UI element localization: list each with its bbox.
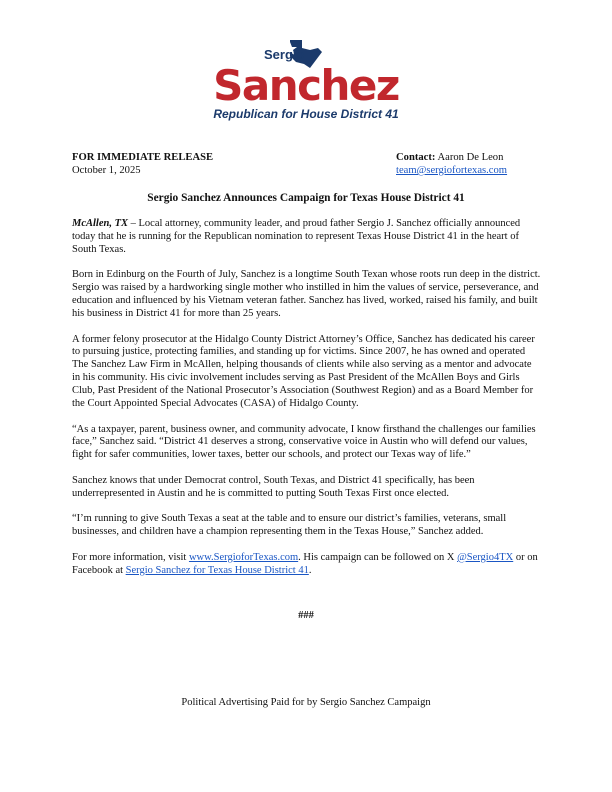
press-release-body [72,218,542,590]
paragraph-4: “As a taxpayer, parent, business owner, and community advocate, I know firsthand the challenges our families face,” Sanchez said. “District 41 deserves a strong, conservative voice in Austin who will defend our values, fight for safer communities, lower taxes, better our schools, and protect our Texas way of life.” [72,423,536,461]
dateline: McAllen, TX [72,218,129,229]
website-link[interactable]: www.SergioforTexas.com [188,551,299,563]
release-date: October 1, 2025 [72,165,141,176]
x-handle-link[interactable]: @Sergio4TX [457,551,514,563]
release-label: FOR IMMEDIATE RELEASE [72,152,214,163]
paragraph-7 [72,552,542,578]
logo-first-name: Sergio [264,47,305,62]
contact-email-link[interactable]: team@sergiofortexas.com [396,165,508,176]
logo-tagline: Republican for House District 41 [213,107,399,121]
paragraph-6: “I’m running to give South Texas a seat at the table and to ensure our district’s families, veterans, small businesses, and children have a champion representing them in the Texas House,” Sanchez added. [72,513,507,538]
release-info [72,151,213,177]
contact-label: Contact: [396,152,436,163]
contact-name: Aaron De Leon [437,152,504,163]
footer-disclaimer: Political Advertising Paid for by Sergio Sanchez Campaign [181,697,431,708]
contact-info [396,151,507,177]
paragraph-1-text: – Local attorney, community leader, and proud father Sergio J. Sanchez officially announced today that he is running for the Republican nomination to represent Texas House District 41 in the heart of South Texas. [72,218,521,255]
paragraph-5: Sanchez knows that under Democrat control, South Texas, and District 41 specifically, has been underrepresented in Austin and he is committed to putting South Texas First once elected. [72,474,475,499]
campaign-logo [206,34,406,126]
paragraph-1 [72,218,542,257]
paragraph-7-end: . [308,564,312,576]
paragraph-7-or: or on Facebook at [72,551,538,576]
paragraph-7-mid: . His campaign can be followed on X [298,551,458,563]
logo-last-name: Sanchez [213,61,399,110]
paragraph-2: Born in Edinburg on the Fourth of July, Sanchez is a longtime South Texan whose roots run deep in the district. Sergio was raised by a hardworking single mother who instilled in him the values of service, perseverance, and education and influenced by his Vietnam veteran father. Sanchez has lived, worked, raised his family, and built his business in District 41 for more than 25 years. [72,269,541,320]
paragraph-7-intro: For more information, visit [72,551,189,563]
page-title: Sergio Sanchez Announces Campaign for Texas House District 41 [147,192,465,204]
paragraph-3: A former felony prosecutor at the Hidalgo County District Attorney’s Office, Sanchez has dedicated his career to pursuing justice, protecting families, and standing up for victims. Since 2007, he has owned and operated The Sanchez Law Firm in McAllen, helping thousands of clients while also serving as a mentor and advocate in his community. His civic involvement includes serving as Past President of the McAllen Boys and Girls Club, Past President of the National Prosecutor’s Association (Southwest Region) and as a Board Member for the Court Appointed Special Advocates (CASA) of Hidalgo County. [72,333,535,410]
facebook-link[interactable]: Sergio Sanchez for Texas House District 41 [125,564,309,576]
end-mark: ### [298,610,314,621]
